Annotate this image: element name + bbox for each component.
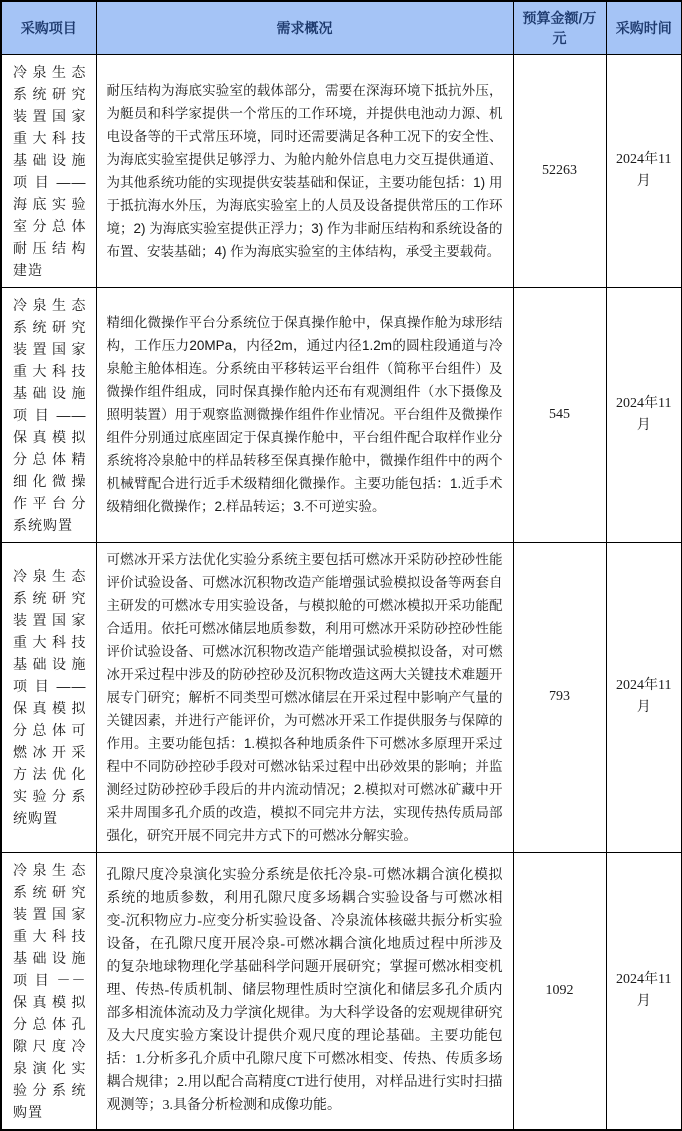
budget-amount: 793 xyxy=(513,542,606,852)
table-row xyxy=(1,54,682,287)
budget-amount: 545 xyxy=(513,287,606,542)
table-row xyxy=(1,852,682,1130)
project-name: 冷泉生态系统研究装置国家重大科技基础设施项目——保真模拟分总体精细化微操作平台分系统购置 xyxy=(1,287,96,542)
header-project: 采购项目 xyxy=(1,1,96,54)
table-row xyxy=(1,287,682,542)
procurement-time: 2024年11月 xyxy=(606,54,682,287)
budget-amount: 52263 xyxy=(513,54,606,287)
table-header-row xyxy=(1,1,682,54)
header-time: 采购时间 xyxy=(606,1,682,54)
requirement-summary: 可燃冰开采方法优化实验分系统主要包括可燃冰开采防砂控砂性能评价试验设备、可燃冰沉积物改造产能增强试验模拟设备等两套自主研发的可燃冰专用实验设备，与模拟舱的可燃冰模拟开采功能配合适用。依托可燃冰储层地质参数，利用可燃冰开采防砂控砂性能评价试验设备、可燃冰沉积物改造产能增强试验模拟设备，对可燃冰开采过程中涉及的防砂控砂及沉积物改造这两大关键技术难题开展专门研究；解析不同类型可燃冰储层在开采过程中影响产气量的关键因素，并进行产能评价，为可燃冰开采工作提供服务与保障的作用。主要功能包括：1.模拟各种地质条件下可燃冰多原理开采过程中不同防砂控砂手段对可燃冰钻采过程中出砂效果的影响；并监测经过防砂控砂手段后的井内流动情况；2.模拟对可燃冰矿藏中开采井周围多孔介质的改造，模拟不同完井方法，实现传热传质局部强化，研究开展不同完井方式下的可燃冰分解实验。 xyxy=(96,542,513,852)
requirement-summary: 耐压结构为海底实验室的载体部分，需要在深海环境下抵抗外压，为艇员和科学家提供一个常压的工作环境，并提供电池动力源、机电设备等的干式常压环境，同时还需要满足各种工况下的安全性、为海底实验室提供足够浮力、为舱内舱外信息电力交互提供通道、为其他系统功能的实现提供安装基础和保证，主要功能包括：1) 用于抵抗海水外压，为海底实验室上的人员及设备提供常压的工作环境；2) 为海底实验室提供正浮力；3) 作为非耐压结构和系统设备的布置、安装基础；4) 作为海底实验室的主体结构，承受主要载荷。 xyxy=(96,54,513,287)
header-budget: 预算金额/万元 xyxy=(513,1,606,54)
table-row xyxy=(1,542,682,852)
requirement-summary: 孔隙尺度冷泉演化实验分系统是依托冷泉-可燃冰耦合演化模拟系统的地质参数，利用孔隙尺度多场耦合实验设备与可燃冰相变-沉积物应力-应变分析实验设备、冷泉流体核磁共振分析实验设备，在孔隙尺度开展冷泉-可燃冰耦合演化地质过程中所涉及的复杂地球物理化学基础科学问题开展研究；掌握可燃冰相变机理、传热-传质机制、储层物理性质时空演化和储层多孔介质内部多相流体流动及力学演化规律。为大科学设备的宏观规律研究及大尺度实验方案设计提供介观尺度的理论基础。主要功能包括：1.分析多孔介质中孔隙尺度下可燃冰相变、传热、传质多场耦合规律；2.用以配合高精度CT进行使用，对样品进行实时扫描观测等；3.具备分析检测和成像功能。 xyxy=(96,852,513,1130)
header-summary: 需求概况 xyxy=(96,1,513,54)
procurement-time: 2024年11月 xyxy=(606,542,682,852)
project-name: 冷泉生态系统研究装置国家重大科技基础设施项目——海底实验室分总体耐压结构建造 xyxy=(1,54,96,287)
requirement-summary: 精细化微操作平台分系统位于保真操作舱中，保真操作舱为球形结构，工作压力20MPa，内径2m，通过内径1.2m的圆柱段通道与冷泉舱主舱体相连。分系统由平移转运平台组件（简称平台组件）及微操作组件组成，同时保真操作舱内还布有观测组件（水下摄像及照明装置）用于观察监测微操作组件作业情况。平台组件及微操作组件分别通过底座固定于保真操作舱中，平台组件配合取样作业分系统将冷泉舱中的样品转移至保真操作舱中，微操作组件中的两个机械臂配合进行近手术级精细化微操作。主要功能包括：1.近手术级精细化微操作；2.样品转运；3.不可逆实验。 xyxy=(96,287,513,542)
project-name: 冷泉生态系统研究装置国家重大科技基础设施项目－－保真模拟分总体孔隙尺度冷泉演化实验分系统购置 xyxy=(1,852,96,1130)
procurement-time: 2024年11月 xyxy=(606,852,682,1130)
procurement-time: 2024年11月 xyxy=(606,287,682,542)
project-name: 冷泉生态系统研究装置国家重大科技基础设施项目——保真模拟分总体可燃冰开采方法优化实验分系统购置 xyxy=(1,542,96,852)
budget-amount: 1092 xyxy=(513,852,606,1130)
